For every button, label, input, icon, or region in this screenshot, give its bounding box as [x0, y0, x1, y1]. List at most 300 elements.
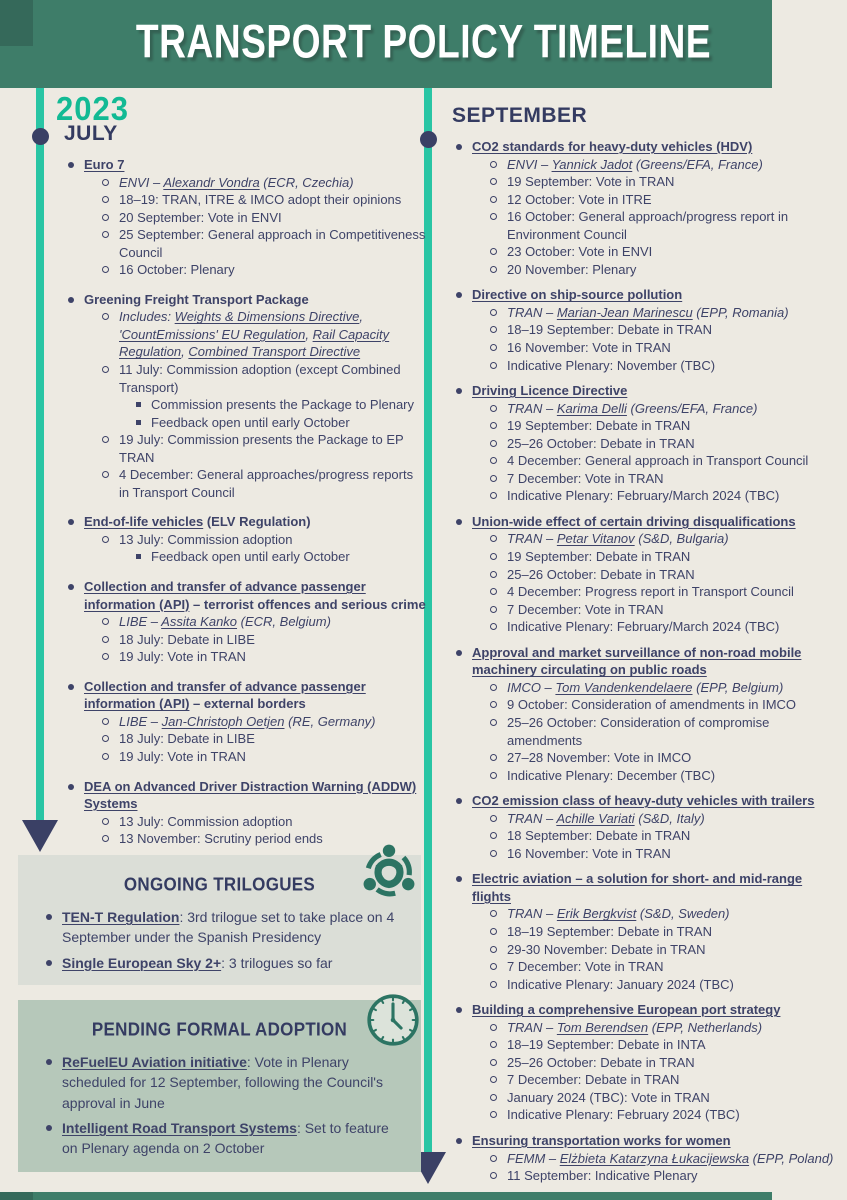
item-title-row	[456, 138, 840, 156]
text-segment: (EPP, Romania)	[692, 304, 789, 320]
event-row	[490, 749, 840, 767]
text-segment: 7 December: Debate in TRAN	[507, 1072, 680, 1088]
text-segment: 13 November: Scrutiny period ends	[119, 831, 323, 847]
row-text	[84, 156, 426, 174]
text-segment: 18 July: Debate in LIBE	[119, 731, 255, 747]
text-segment: 29-30 November: Debate in TRAN	[507, 941, 706, 957]
row-text	[507, 679, 840, 697]
row-text	[119, 466, 426, 501]
text-segment: ENVI –	[119, 174, 164, 190]
event-row	[490, 357, 840, 375]
policy-item	[64, 156, 426, 279]
pending-box-title: PENDING FORMAL ADOPTION	[91, 1019, 348, 1040]
circle-bullet-icon	[490, 535, 497, 542]
event-row	[490, 417, 840, 435]
event-row	[490, 1019, 840, 1037]
event-row	[490, 1106, 840, 1124]
event-row	[490, 339, 840, 357]
row-text	[119, 613, 426, 631]
square-bullet-icon	[136, 402, 141, 407]
bullet-icon	[68, 684, 74, 690]
text-segment: Tom Vandenkendelaere	[555, 679, 693, 695]
event-row	[490, 810, 840, 828]
event-row	[102, 613, 426, 631]
row-text	[507, 243, 840, 261]
trilogue-people-icon	[358, 841, 420, 905]
policy-item	[452, 1132, 840, 1185]
text-segment: 20 November: Plenary	[507, 261, 637, 277]
row-text	[507, 566, 840, 584]
event-row	[102, 174, 426, 192]
policy-item	[452, 513, 840, 636]
bullet-icon	[456, 1138, 462, 1144]
text-segment: LIBE –	[119, 713, 162, 729]
event-row	[490, 905, 840, 923]
event-row	[490, 156, 840, 174]
row-text	[119, 174, 426, 192]
pending-box-list	[18, 1052, 421, 1158]
circle-bullet-icon	[102, 313, 109, 320]
row-text	[472, 382, 840, 400]
text-segment: 19 September: Vote in TRAN	[507, 174, 675, 190]
circle-bullet-icon	[490, 1059, 497, 1066]
event-row	[490, 321, 840, 339]
event-row	[102, 361, 426, 396]
text-segment: 13 July: Commission adoption	[119, 813, 293, 829]
text-segment: (ECR, Czechia)	[259, 174, 354, 190]
row-text	[119, 531, 426, 549]
text-segment: 16 November: Vote in TRAN	[507, 845, 671, 861]
event-row	[490, 1054, 840, 1072]
row-text	[472, 286, 840, 304]
text-segment: TRAN –	[507, 906, 557, 922]
event-row	[490, 452, 840, 470]
text-segment: TEN-T Regulation	[62, 909, 180, 925]
text-segment: 25–26 October: Debate in TRAN	[507, 435, 695, 451]
event-row	[490, 601, 840, 619]
text-segment: ,	[181, 344, 189, 360]
event-row	[102, 308, 426, 361]
square-bullet-icon	[136, 420, 141, 425]
text-segment: 25–26 October: Debate in TRAN	[507, 1054, 695, 1070]
text-segment: 18–19 September: Debate in INTA	[507, 1037, 706, 1053]
event-row	[102, 813, 426, 831]
pending-adoption-box	[18, 1000, 421, 1172]
row-text	[507, 1089, 840, 1107]
timeline-dot-july	[32, 128, 49, 145]
text-segment: 4 December: General approach in Transport Council	[507, 453, 809, 469]
text-segment: : Set to feature on Plenary agenda on 2 October	[62, 1119, 389, 1157]
event-row	[490, 530, 840, 548]
timeline-arrow-july	[22, 820, 58, 852]
policy-item	[64, 291, 426, 502]
item-title-row	[68, 778, 426, 813]
circle-bullet-icon	[490, 326, 497, 333]
text-segment: Approval and market surveillance of non-road mobile machinery circulating on public roads	[472, 644, 802, 678]
policy-item	[64, 513, 426, 566]
row-text	[84, 678, 426, 713]
row-text	[507, 1167, 840, 1185]
text-segment: – terrorist offences and serious crime	[189, 596, 426, 612]
event-row	[490, 958, 840, 976]
row-text	[151, 414, 426, 432]
circle-bullet-icon	[102, 471, 109, 478]
event-row	[102, 226, 426, 261]
bullet-icon	[46, 1059, 52, 1065]
circle-bullet-icon	[490, 701, 497, 708]
row-text	[119, 226, 426, 261]
row-text	[62, 1118, 399, 1159]
text-segment: 7 December: Vote in TRAN	[507, 601, 664, 617]
row-text	[472, 870, 840, 905]
event-row	[102, 631, 426, 649]
circle-bullet-icon	[490, 248, 497, 255]
event-row	[490, 435, 840, 453]
circle-bullet-icon	[490, 266, 497, 273]
event-row	[490, 1036, 840, 1054]
row-text	[507, 261, 840, 279]
row-text	[507, 845, 840, 863]
text-segment: 19 September: Debate in TRAN	[507, 549, 691, 565]
event-row	[490, 191, 840, 209]
circle-bullet-icon	[490, 213, 497, 220]
text-segment: 7 December: Vote in TRAN	[507, 959, 664, 975]
row-text	[151, 396, 426, 414]
row-text	[507, 1106, 840, 1124]
item-title-row	[68, 678, 426, 713]
text-segment: 25 September: General approach in Competitiveness Council	[119, 227, 426, 260]
event-row	[136, 548, 426, 566]
text-segment: IMCO –	[507, 679, 556, 695]
row-text	[119, 261, 426, 279]
text-segment: 18–19: TRAN, ITRE & IMCO adopt their opinions	[119, 192, 402, 208]
september-heading: SEPTEMBER	[452, 104, 588, 127]
july-column	[64, 122, 426, 848]
event-row	[490, 1150, 840, 1168]
text-segment: 20 September: Vote in ENVI	[119, 209, 282, 225]
event-row	[490, 304, 840, 322]
circle-bullet-icon	[102, 818, 109, 825]
text-segment: (ECR, Belgium)	[237, 614, 331, 630]
item-title-row	[68, 578, 426, 613]
circle-bullet-icon	[490, 309, 497, 316]
row-text	[507, 827, 840, 845]
row-text	[119, 191, 426, 209]
row-text	[507, 618, 840, 636]
circle-bullet-icon	[490, 832, 497, 839]
circle-bullet-icon	[490, 754, 497, 761]
text-segment: January 2024 (TBC): Vote in TRAN	[507, 1089, 710, 1105]
event-row	[490, 845, 840, 863]
circle-bullet-icon	[102, 231, 109, 238]
text-segment: DEA on Advanced Driver Distraction Warning (ADDW) Systems	[84, 778, 417, 812]
circle-bullet-icon	[102, 536, 109, 543]
text-segment: 18 September: Debate in TRAN	[507, 828, 691, 844]
policy-item	[452, 286, 840, 374]
text-segment: (Greens/EFA, France)	[632, 156, 763, 172]
row-text	[119, 631, 426, 649]
text-segment: 16 October: General approach/progress report in Environment Council	[507, 209, 789, 242]
circle-bullet-icon	[490, 422, 497, 429]
row-text	[507, 470, 840, 488]
clock-icon	[364, 991, 422, 1049]
event-row	[102, 531, 426, 549]
text-segment: Combined Transport Directive	[188, 344, 361, 360]
row-text	[507, 357, 840, 375]
item-title-row	[456, 513, 840, 531]
item-title-row	[68, 291, 426, 309]
item-title-row	[456, 870, 840, 905]
policy-item	[452, 1001, 840, 1124]
text-segment: TRAN –	[507, 1019, 557, 1035]
circle-bullet-icon	[102, 366, 109, 373]
box-item-row	[46, 1052, 399, 1113]
text-segment: LIBE –	[119, 614, 162, 630]
page-title: TRANSPORT POLICY TIMELINE	[135, 15, 712, 68]
bullet-icon	[46, 1125, 52, 1131]
circle-bullet-icon	[490, 553, 497, 560]
text-segment: Weights & Dimensions Directive	[174, 309, 360, 325]
row-text	[119, 748, 426, 766]
text-segment: 7 December: Vote in TRAN	[507, 470, 664, 486]
row-text	[507, 941, 840, 959]
bullet-icon	[456, 1007, 462, 1013]
text-segment: ReFuelEU Aviation initiative	[62, 1054, 247, 1070]
text-segment: TRAN –	[507, 400, 557, 416]
row-text	[84, 291, 426, 309]
row-text	[62, 1052, 399, 1113]
item-title-row	[456, 286, 840, 304]
text-segment: Rail Capacity Regulation	[119, 326, 390, 360]
item-title-row	[456, 382, 840, 400]
row-text	[507, 191, 840, 209]
event-row	[102, 261, 426, 279]
text-segment: End-of-life vehicles	[84, 514, 204, 530]
bullet-icon	[456, 876, 462, 882]
row-text	[507, 583, 840, 601]
row-text	[507, 1150, 840, 1168]
policy-item	[64, 778, 426, 848]
circle-bullet-icon	[102, 835, 109, 842]
text-segment: CO2 standards for heavy-duty vehicles (HDV)	[472, 139, 753, 154]
policy-item	[64, 678, 426, 766]
row-text	[119, 730, 426, 748]
text-segment: (EPP, Netherlands)	[648, 1019, 763, 1035]
row-text	[507, 304, 840, 322]
bullet-icon	[46, 960, 52, 966]
event-row	[490, 618, 840, 636]
event-row	[490, 976, 840, 994]
bullet-icon	[456, 519, 462, 525]
event-row	[102, 648, 426, 666]
circle-bullet-icon	[490, 815, 497, 822]
bullet-icon	[68, 584, 74, 590]
row-text	[151, 548, 426, 566]
row-text	[507, 696, 840, 714]
row-text	[507, 417, 840, 435]
circle-bullet-icon	[490, 405, 497, 412]
next-page-corner-square	[0, 1192, 33, 1200]
event-row	[136, 396, 426, 414]
event-row	[490, 487, 840, 505]
row-text	[119, 713, 426, 731]
trilogues-box-list	[18, 907, 421, 973]
text-segment: Yannick Jadot	[551, 156, 633, 172]
circle-bullet-icon	[490, 492, 497, 499]
text-segment: Indicative Plenary: February/March 2024 (TBC)	[507, 488, 780, 504]
text-segment: ,	[359, 309, 363, 325]
july-item-list	[64, 156, 426, 848]
item-title-row	[456, 792, 840, 810]
text-segment: (ELV Regulation)	[203, 514, 311, 530]
row-text	[507, 548, 840, 566]
text-segment: Jan-Christoph Oetjen	[161, 713, 285, 729]
row-text	[119, 308, 426, 361]
text-segment: Indicative Plenary: November (TBC)	[507, 357, 716, 373]
circle-bullet-icon	[102, 179, 109, 186]
text-segment: 23 October: Vote in ENVI	[507, 244, 653, 260]
text-segment: : Vote in Plenary scheduled for 12 September, following the Council's approval in June	[62, 1054, 383, 1111]
event-row	[490, 400, 840, 418]
circle-bullet-icon	[490, 475, 497, 482]
text-segment: 18–19 September: Debate in TRAN	[507, 923, 712, 939]
row-text	[507, 339, 840, 357]
circle-bullet-icon	[490, 344, 497, 351]
circle-bullet-icon	[490, 1111, 497, 1118]
policy-item	[452, 138, 840, 278]
event-row	[490, 548, 840, 566]
circle-bullet-icon	[490, 928, 497, 935]
row-text	[507, 1036, 840, 1054]
row-text	[507, 530, 840, 548]
bullet-icon	[456, 388, 462, 394]
event-row	[102, 730, 426, 748]
item-title-row	[456, 644, 840, 679]
text-segment: (EPP, Belgium)	[692, 679, 784, 695]
text-segment: Includes:	[119, 309, 175, 325]
box-item-row	[46, 1118, 399, 1159]
text-segment: Assita Kanko	[161, 614, 238, 630]
square-bullet-icon	[136, 554, 141, 559]
row-text	[507, 435, 840, 453]
event-row	[102, 191, 426, 209]
circle-bullet-icon	[490, 850, 497, 857]
text-segment: 18 July: Debate in LIBE	[119, 631, 255, 647]
september-item-list	[452, 138, 840, 1185]
event-row	[136, 414, 426, 432]
circle-bullet-icon	[490, 1041, 497, 1048]
bullet-icon	[456, 798, 462, 804]
row-text	[472, 513, 840, 531]
text-segment: Building a comprehensive European port strategy	[472, 1002, 781, 1018]
event-row	[490, 941, 840, 959]
row-text	[507, 487, 840, 505]
row-text	[507, 321, 840, 339]
row-text	[62, 953, 399, 973]
event-row	[490, 208, 840, 243]
circle-bullet-icon	[490, 588, 497, 595]
policy-item	[452, 870, 840, 993]
text-segment: Single European Sky 2+	[62, 954, 222, 971]
row-text	[507, 452, 840, 470]
row-text	[472, 644, 840, 679]
row-text	[507, 601, 840, 619]
circle-bullet-icon	[490, 1094, 497, 1101]
row-text	[507, 208, 840, 243]
event-row	[490, 1089, 840, 1107]
text-segment: Tom Berendsen	[556, 1019, 649, 1035]
text-segment: 16 November: Vote in TRAN	[507, 340, 671, 356]
circle-bullet-icon	[102, 735, 109, 742]
text-segment: 'CountEmissions' EU Regulation	[119, 326, 306, 342]
event-row	[490, 767, 840, 785]
text-segment: Erik Bergkvist	[556, 906, 637, 922]
circle-bullet-icon	[102, 753, 109, 760]
event-row	[490, 261, 840, 279]
row-text	[507, 923, 840, 941]
circle-bullet-icon	[490, 1024, 497, 1031]
item-title-row	[68, 156, 426, 174]
event-row	[490, 679, 840, 697]
circle-bullet-icon	[490, 457, 497, 464]
text-segment: ,	[305, 326, 313, 342]
text-segment: Alexandr Vondra	[163, 174, 260, 190]
text-segment: (EPP, Poland)	[749, 1150, 834, 1166]
event-row	[102, 713, 426, 731]
text-segment: 11 September: Indicative Plenary	[507, 1168, 698, 1184]
circle-bullet-icon	[490, 684, 497, 691]
bullet-icon	[68, 297, 74, 303]
event-row	[490, 1167, 840, 1185]
text-segment: Indicative Plenary: December (TBC)	[507, 767, 716, 783]
text-segment: ENVI –	[507, 156, 552, 172]
text-segment: 25–26 October: Consideration of compromise amendments	[507, 714, 770, 748]
bullet-icon	[456, 650, 462, 656]
text-segment: Euro 7	[84, 157, 125, 172]
event-row	[490, 583, 840, 601]
circle-bullet-icon	[102, 436, 109, 443]
circle-bullet-icon	[102, 653, 109, 660]
item-title-row	[456, 1132, 840, 1150]
row-text	[507, 749, 840, 767]
circle-bullet-icon	[490, 623, 497, 630]
row-text	[507, 976, 840, 994]
text-segment: 4 December: Progress report in Transport Council	[507, 584, 794, 600]
text-segment: Collection and transfer of advance passenger information (API)	[84, 678, 366, 712]
event-row	[490, 1071, 840, 1089]
circle-bullet-icon	[102, 266, 109, 273]
text-segment: Elżbieta Katarzyna Łukacijewska	[559, 1150, 750, 1166]
text-segment: Intelligent Road Transport Systems	[62, 1119, 297, 1136]
row-text	[472, 1132, 840, 1150]
row-text	[507, 810, 840, 828]
row-text	[507, 905, 840, 923]
text-segment: (S&D, Italy)	[634, 810, 705, 826]
text-segment: Electric aviation – a solution for short- and mid-range flights	[472, 871, 803, 904]
text-segment: Indicative Plenary: February 2024 (TBC)	[507, 1107, 740, 1123]
text-segment: Directive on ship-source pollution	[472, 287, 683, 303]
row-text	[507, 1054, 840, 1072]
event-row	[490, 470, 840, 488]
text-segment: : 3rd trilogue set to take place on 4 September under the Spanish Presidency	[62, 909, 395, 946]
row-text	[84, 578, 426, 613]
text-segment: (S&D, Sweden)	[636, 906, 730, 922]
trilogues-box-title: ONGOING TRILOGUES	[123, 874, 316, 895]
item-title-row	[68, 513, 426, 531]
text-segment: – external borders	[189, 696, 306, 712]
circle-bullet-icon	[490, 772, 497, 779]
row-text	[507, 958, 840, 976]
